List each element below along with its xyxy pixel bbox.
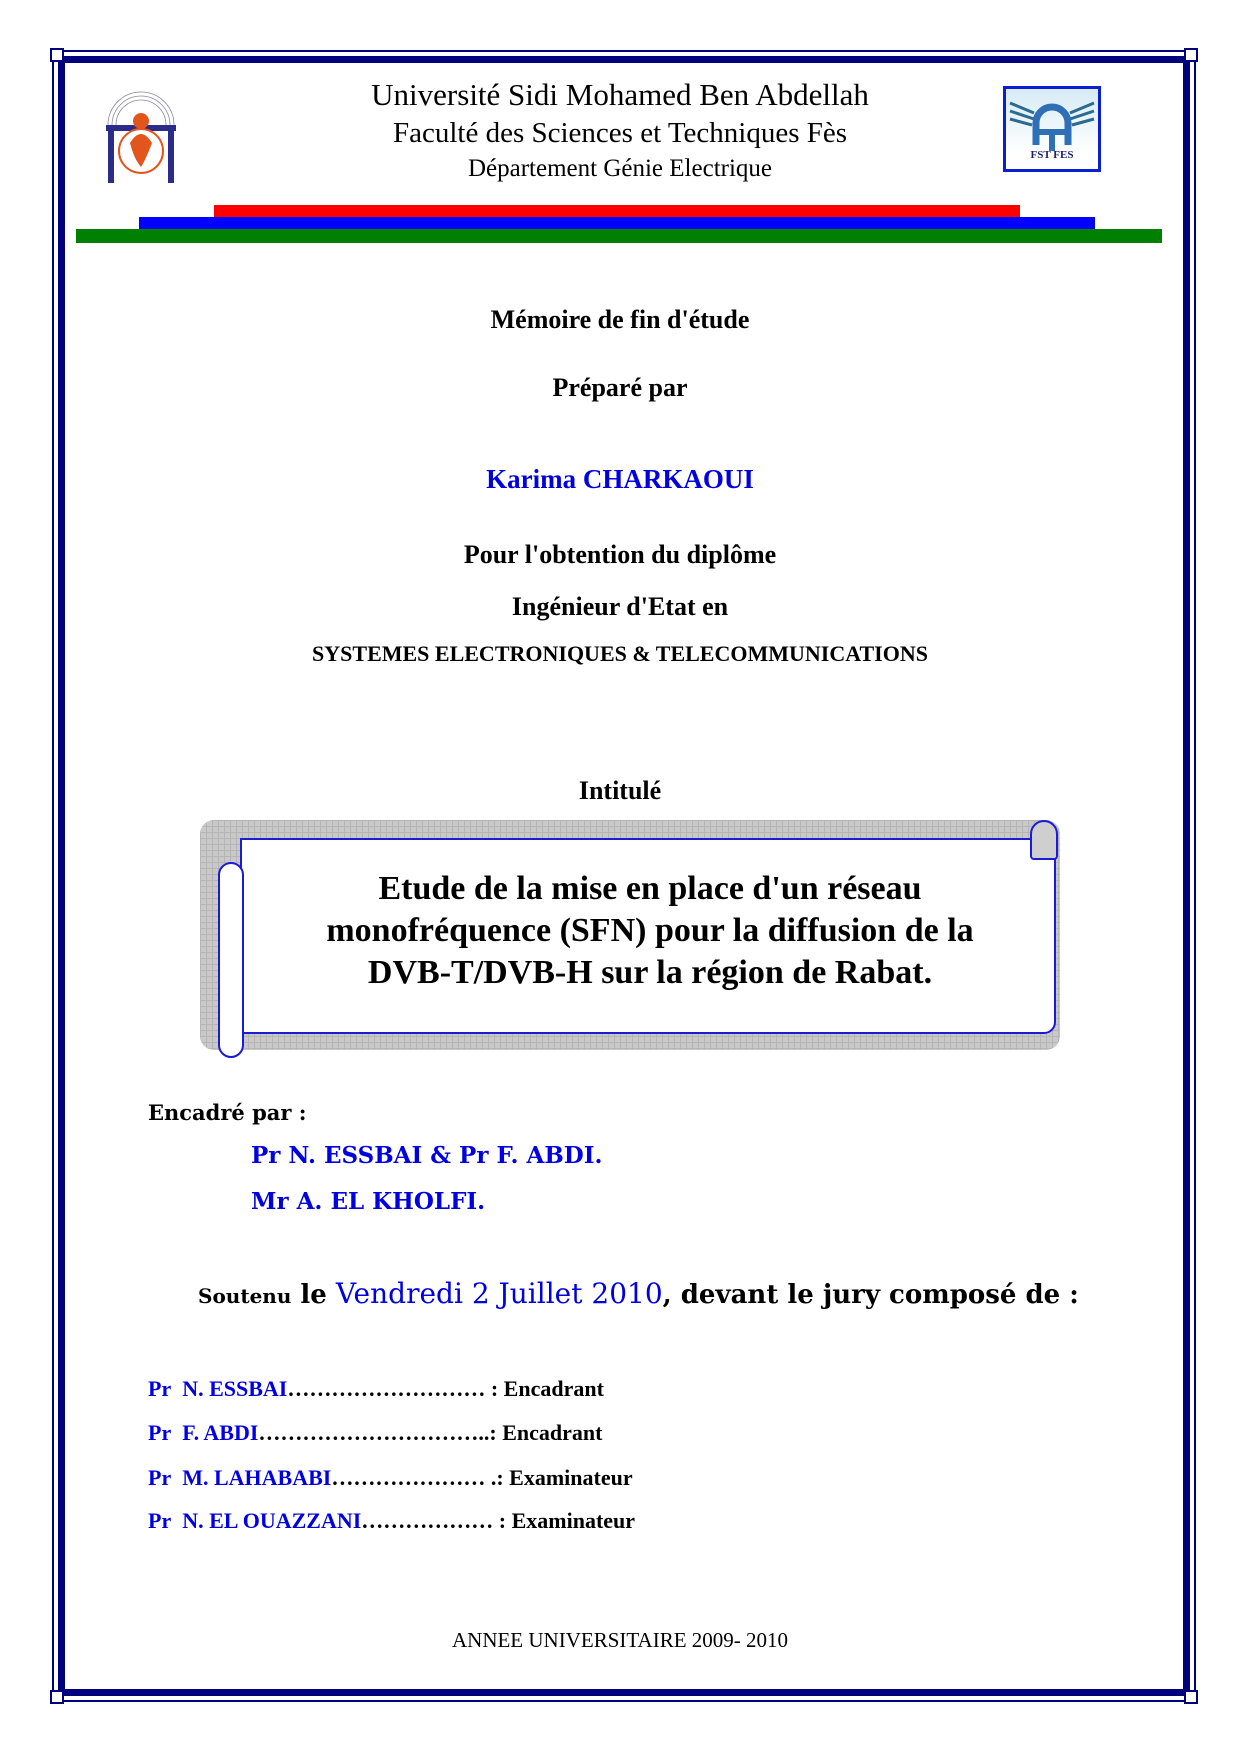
supervised-by-label: Encadré par : [148, 1100, 307, 1125]
title-label: Intitulé [578, 776, 662, 805]
document-type: Mémoire de fin d'étude [490, 305, 750, 334]
jury-title: Pr [148, 1465, 172, 1490]
jury-role: : Encadrant [490, 1376, 604, 1401]
jury-dots: ………………………….. [258, 1420, 490, 1445]
department-name: Département Génie Electrique [467, 155, 773, 182]
thesis-title-line-3: DVB-T/DVB-H sur la région de Rabat. [367, 954, 933, 991]
header-bar-red [214, 205, 1020, 217]
jury-role: : Examinateur [498, 1508, 636, 1533]
defense-suffix: , devant le jury composé de : [662, 1280, 1079, 1310]
thesis-title-line-2: monofréquence (SFN) pour la diffusion de la [326, 912, 974, 949]
jury-name: F. ABDI [182, 1420, 259, 1445]
jury-title: Pr [148, 1376, 172, 1401]
author-name: Karima CHARKAOUI [486, 464, 754, 494]
jury-row [148, 1420, 602, 1446]
defense-date: Vendredi 2 Juillet 2010 [335, 1277, 663, 1310]
jury-dots: ……………… [361, 1508, 499, 1533]
jury-row [148, 1508, 635, 1534]
university-name: Université Sidi Mohamed Ben Abdellah [371, 77, 869, 112]
jury-title: Pr [148, 1508, 172, 1533]
jury-row [148, 1465, 633, 1491]
supervisor-2: Mr A. EL KHOLFI. [251, 1188, 486, 1215]
jury-dots: ………………… . [331, 1465, 497, 1490]
faculty-name: Faculté des Sciences et Techniques Fès [392, 117, 848, 149]
specialty: SYSTEMES ELECTRONIQUES & TELECOMMUNICATIONS [312, 641, 928, 666]
jury-name: N. EL OUAZZANI [182, 1508, 362, 1533]
jury-row [148, 1376, 604, 1402]
degree-name: Ingénieur d'Etat en [511, 592, 729, 621]
jury-title: Pr [148, 1420, 172, 1445]
jury-role: : Encadrant [489, 1420, 603, 1445]
jury-name: M. LAHABABI [182, 1465, 332, 1490]
scroll-left-roll [218, 862, 244, 1058]
frame-corner-top-right [1184, 48, 1198, 62]
thesis-title-line-1: Etude de la mise en place d'un réseau [378, 870, 922, 907]
jury-name: N. ESSBAI [182, 1376, 288, 1401]
defense-prefix: le [291, 1280, 336, 1310]
header-bar-blue [139, 217, 1095, 229]
defense-statement [198, 1277, 1079, 1310]
frame-corner-bottom-right [1184, 1690, 1198, 1704]
jury-dots: ……………………… [287, 1376, 491, 1401]
frame-corner-top-left [50, 48, 64, 62]
header-bar-green [76, 229, 1162, 243]
frame-corner-bottom-left [50, 1690, 64, 1704]
degree-intro: Pour l'obtention du diplôme [463, 540, 777, 569]
academic-year: ANNEE UNIVERSITAIRE 2009- 2010 [451, 1628, 789, 1652]
prepared-by-label: Préparé par [552, 373, 688, 402]
fst-fes-logo-label: FST FES [1030, 149, 1074, 161]
supervisor-1: Pr N. ESSBAI & Pr F. ABDI. [251, 1142, 603, 1169]
scroll-right-roll [1030, 820, 1058, 860]
jury-role: : Examinateur [496, 1465, 633, 1490]
thesis-title [260, 868, 1040, 994]
defense-prefix-small: Soutenu [198, 1284, 292, 1308]
